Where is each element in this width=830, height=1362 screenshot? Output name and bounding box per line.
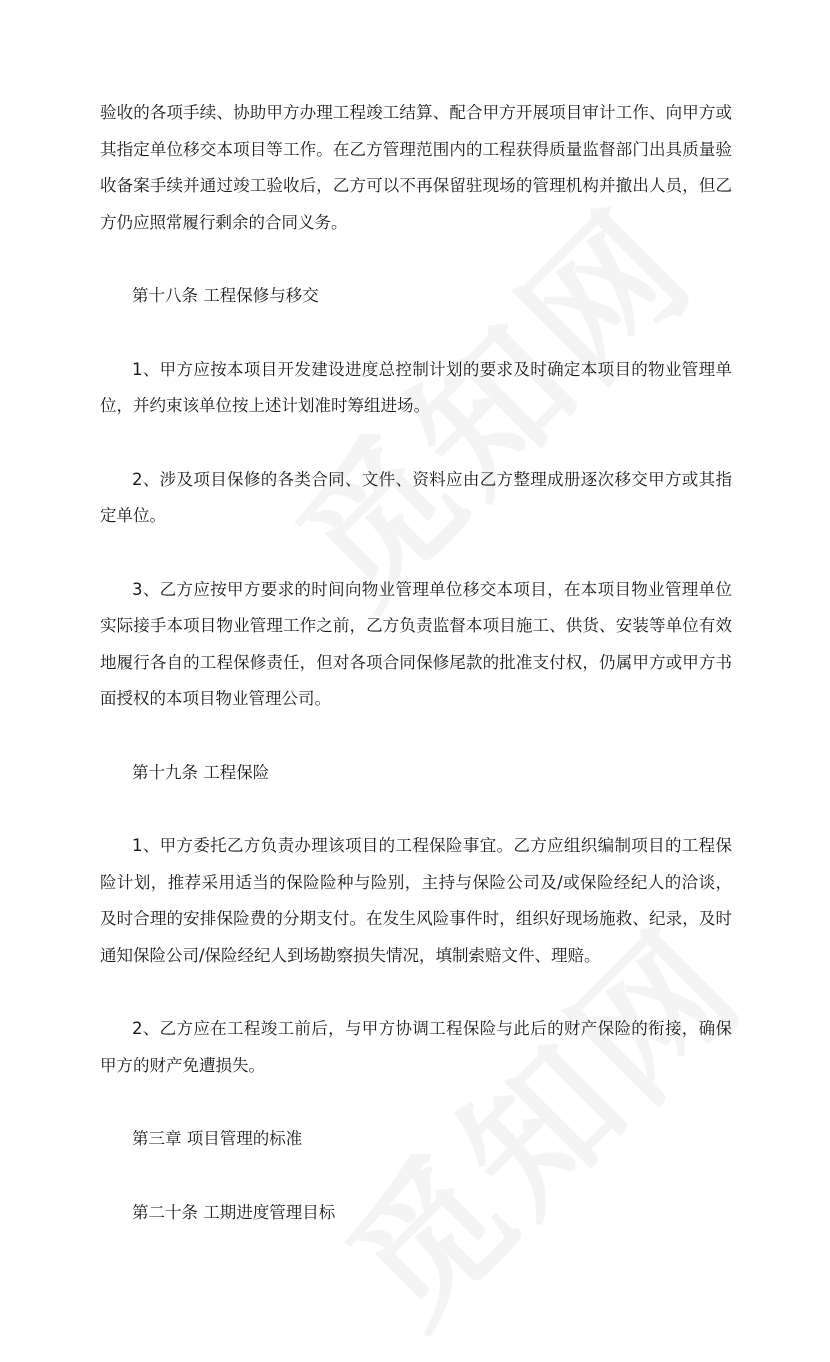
paragraph: 1、甲方应按本项目开发建设进度总控制计划的要求及时确定本项目的物业管理单位，并约束该单位按上述计划准时筹组进场。 [100,359,732,415]
paragraph: 2、乙方应在工程竣工前后，与甲方协调工程保险与此后的财产保险的衔接，确保甲方的财产免遭损失。 [100,1019,732,1075]
paragraph-continuation: 验收的各项手续、协助甲方办理工程竣工结算、配合甲方开展项目审计工作、向甲方或其指定单位移交本项目等工作。在乙方管理范围内的工程获得质量监督部门出具质量验收备案手续并通过竣工验收后，乙方可以不再保留驻现场的管理机构并撤出人员，但乙方仍应照常履行剩余的合同义务。 [100,103,732,232]
document-body [100,95,732,1231]
chapter-3-heading: 第三章 项目管理的标准 [132,1129,303,1148]
article-20-heading: 第二十条 工期进度管理目标 [132,1202,336,1222]
paragraph: 3、乙方应按甲方要求的时间向物业管理单位移交本项目，在本项目物业管理单位实际接手本项目物业管理工作之前，乙方负责监督本项目施工、供货、安装等单位有效地履行各自的工程保修责任，但对各项合同保修尾款的批准支付权，仍属甲方或甲方书面授权的本项目物业管理公司。 [100,579,732,708]
article-19-heading: 第十九条 工程保险 [132,762,270,782]
article-18-heading: 第十八条 工程保修与移交 [132,286,319,305]
paragraph: 2、涉及项目保修的各类合同、文件、资料应由乙方整理成册逐次移交甲方或其指定单位。 [100,469,732,525]
paragraph: 1、甲方委托乙方负责办理该项目的工程保险事宜。乙方应组织编制项目的工程保险计划，推荐采用适当的保险险种与险别，主持与保险公司及/或保险经纪人的洽谈，及时合理的安排保险费的分期支付。在发生风险事件时，组织好现场施救、纪录，及时通知保险公司/保险经纪人到场勘察损失情况，填制索赔文件、理赔。 [100,836,732,965]
